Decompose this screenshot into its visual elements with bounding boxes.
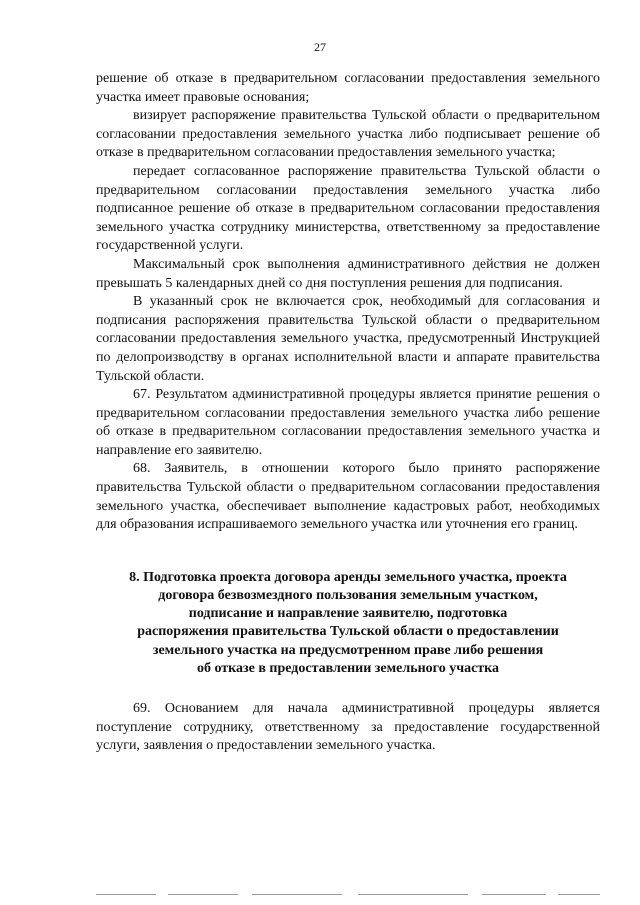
heading-line: земельного участка на предусмотренном праве либо решения <box>152 642 544 658</box>
heading-line: подписание и направление заявителю, подготовка <box>188 606 508 622</box>
paragraph: решение об отказе в предварительном согласовании предоставления земельного участка имеет правовые основания; <box>96 71 600 105</box>
paragraph-item-67: 67. Результатом административной процедуры является принятие решения о предварительном согласовании предоставления земельного участка либо решение об отказе в предварительном согласовании предоставления земельного участка и направление его заявителю. <box>96 387 600 458</box>
heading-line: 8. Подготовка проекта договора аренды земельного участка, проекта <box>129 569 567 585</box>
paragraph: В указанный срок не включается срок, необходимый для согласования и подписания распоряжения правительства Тульской области о предварительном согласовании предоставления земельного участка, предусмотренный Инструкцией по делопроизводству в органах исполнительной власти и аппарате правительства Тульской области. <box>96 294 600 384</box>
paragraph: передает согласованное распоряжение правительства Тульской области о предварительном согласовании предоставления земельного участка либо подписанное решение об отказе в предварительном согласовании предоставления земельного участка сотруднику министерства, ответственному за предоставление государственной услуги. <box>96 163 600 254</box>
paragraph: визирует распоряжение правительства Тульской области о предварительном согласовании предоставления земельного участка либо подписывает решение об отказе в предварительном согласовании предоставления земельного участка; <box>96 108 600 161</box>
paragraph-item-68: 68. Заявитель, в отношении которого было принято распоряжение правительства Тульской области о предварительном согласовании предоставления земельного участка, обеспечивает выполнение кадастровых работ, необходимых для образования испрашиваемого земельного участка или уточнения его границ. <box>96 461 600 533</box>
heading-line: договора безвозмездного пользования земельным участком, <box>158 588 538 604</box>
section-heading <box>96 569 600 678</box>
page-number: 27 <box>314 40 326 54</box>
heading-line: об отказе в предоставлении земельного участка <box>196 660 500 676</box>
heading-line: распоряжения правительства Тульской области о предоставлении <box>137 624 559 640</box>
page-bottom-edge <box>96 894 600 897</box>
paragraph-item-69: 69. Основанием для начала административной процедуры является поступление сотруднику, ответственному за предоставление государственной услуги, заявления о предоставлении земельного участка. <box>96 701 600 754</box>
document-body <box>96 70 600 756</box>
paragraph: Максимальный срок выполнения административного действия не должен превышать 5 календарных дней со дня поступления решения для подписания. <box>96 256 600 291</box>
